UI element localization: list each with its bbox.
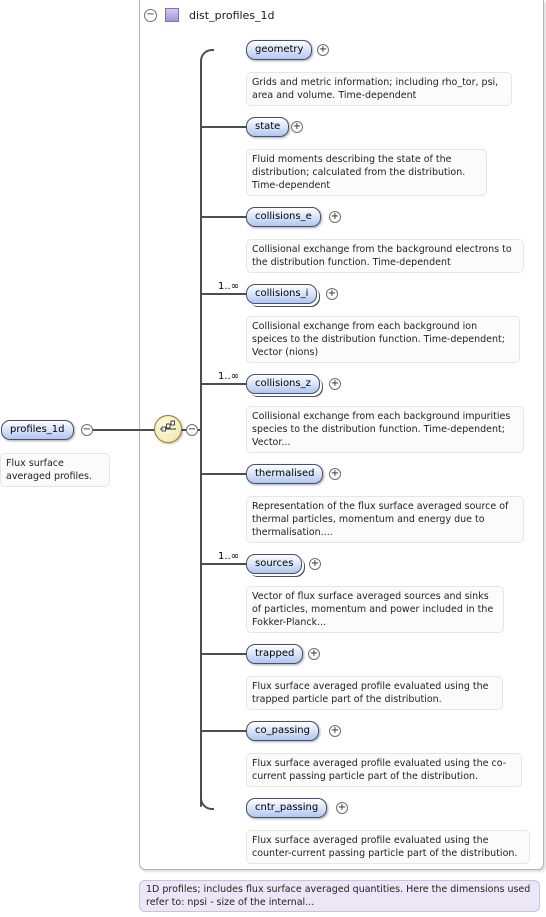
container-header bbox=[141, 6, 541, 24]
complex-type-icon bbox=[165, 8, 179, 22]
branch-line bbox=[202, 653, 247, 655]
element-description: Vector of flux surface averaged sources and sinks of particles, momentum and power included in the Fokker-Planck... bbox=[246, 586, 504, 633]
expand-icon[interactable]: + bbox=[327, 288, 337, 299]
element-description: Flux surface averaged profile evaluated using the counter-current passing particle part of the distribution. bbox=[246, 830, 530, 864]
element-node[interactable]: state bbox=[246, 117, 289, 137]
trunk-line bbox=[200, 60, 202, 807]
branch-line bbox=[202, 730, 247, 732]
multiplicity-label: 1..∞ bbox=[218, 281, 240, 292]
expand-icon[interactable]: + bbox=[330, 468, 340, 479]
collapse-icon[interactable]: − bbox=[82, 424, 92, 435]
branch-line bbox=[202, 473, 247, 475]
element-description: Fluid moments describing the state of the distribution; calculated from the distribution. Time-dependent bbox=[246, 149, 487, 196]
element-description: Collisional exchange from each background impurities species to the distribution function. Time-dependent; Vector... bbox=[246, 406, 524, 453]
sequence-compositor-icon[interactable] bbox=[154, 415, 182, 443]
root-connector bbox=[92, 429, 154, 431]
element-node-collisions-e[interactable]: collisions_e bbox=[246, 207, 321, 227]
element-description: Collisional exchange from each background ion speices to the distribution function. Time-dependent; Vector (nions) bbox=[246, 316, 520, 363]
expand-icon[interactable]: + bbox=[330, 378, 340, 389]
branch-line bbox=[202, 293, 247, 295]
expand-icon[interactable]: + bbox=[310, 558, 320, 569]
multiplicity-label: 1..∞ bbox=[218, 551, 240, 562]
element-node-geometry[interactable]: geometry bbox=[246, 40, 312, 60]
container-description: 1D profiles; includes flux surface averaged quantities. Here the dimensions used refer to: npsi - size of the internal... bbox=[139, 880, 540, 912]
multiplicity-label: 1..∞ bbox=[218, 371, 240, 382]
collapse-icon[interactable]: − bbox=[187, 424, 197, 435]
branch-line bbox=[202, 126, 247, 128]
element-description: Collisional exchange from the background electrons to the distribution function. Time-dependent bbox=[246, 239, 524, 273]
root-node[interactable]: profiles_1d bbox=[1, 420, 74, 440]
collapse-icon[interactable]: − bbox=[144, 9, 157, 22]
expand-icon[interactable]: + bbox=[330, 211, 340, 222]
container-title: dist_profiles_1d bbox=[189, 8, 275, 22]
branch-line bbox=[202, 563, 247, 565]
branch-line bbox=[202, 383, 247, 385]
branch-line bbox=[202, 216, 247, 218]
expand-icon[interactable]: + bbox=[292, 121, 302, 132]
root-description: Flux surface averaged profiles. bbox=[0, 453, 110, 487]
element-description: Flux surface averaged profile evaluated using the trapped particle part of the distribution. bbox=[246, 676, 503, 710]
expand-icon[interactable]: + bbox=[330, 725, 340, 736]
element-node-thermalised[interactable]: thermalised bbox=[246, 464, 323, 484]
expand-icon[interactable]: + bbox=[337, 802, 347, 813]
element-node-trapped[interactable]: trapped bbox=[246, 644, 303, 664]
expand-icon[interactable]: + bbox=[318, 44, 328, 55]
element-node-collisions-z[interactable]: collisions_z bbox=[246, 374, 320, 394]
element-node-cntr-passing[interactable]: cntr_passing bbox=[246, 798, 327, 818]
expand-icon[interactable]: + bbox=[309, 648, 319, 659]
element-node-co-passing[interactable]: co_passing bbox=[246, 721, 319, 741]
element-node-collisions-i[interactable]: collisions_i bbox=[246, 284, 317, 304]
element-node-sources[interactable]: sources bbox=[246, 554, 302, 574]
element-description: Grids and metric information; including rho_tor, psi, area and volume. Time-dependent bbox=[246, 72, 512, 106]
element-description: Flux surface averaged profile evaluated using the co-current passing particle part of the distribution. bbox=[246, 753, 522, 787]
element-description: Representation of the flux surface averaged source of thermal particles, momentum and energy due to thermalisation.... bbox=[246, 496, 524, 543]
